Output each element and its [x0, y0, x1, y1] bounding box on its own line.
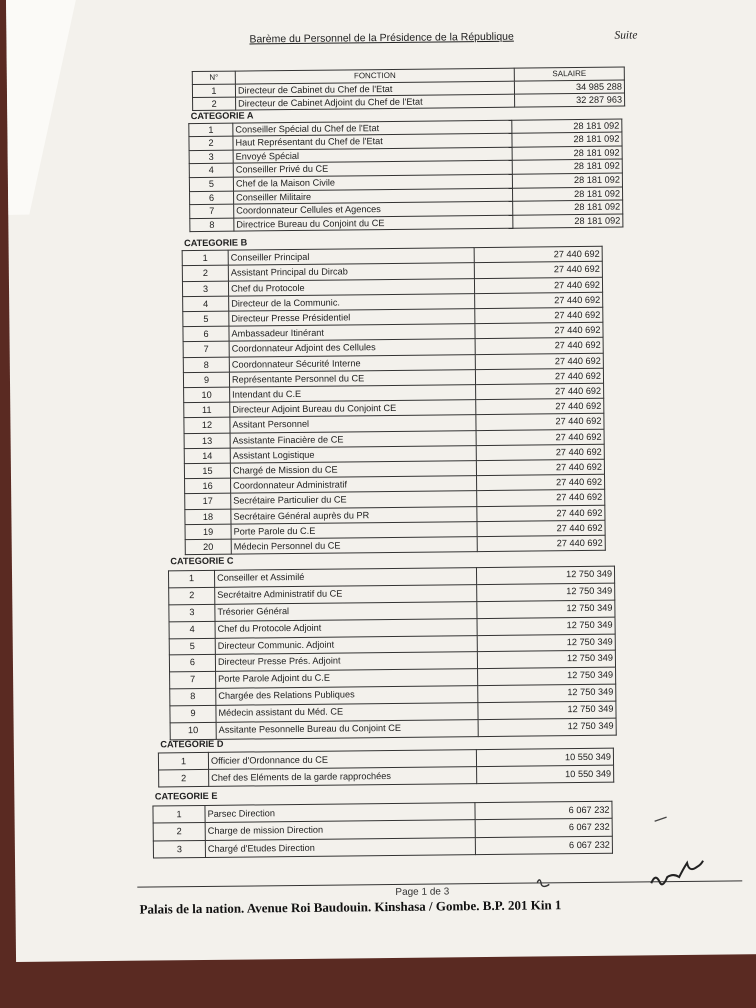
row-number: 4 — [183, 296, 229, 312]
handwritten-initials-mark — [651, 861, 703, 885]
row-fonction: Directeur Communic. Adjoint — [215, 635, 477, 655]
row-number: 4 — [169, 621, 215, 638]
row-salaire: 28 181 092 — [512, 146, 622, 161]
row-salaire: 10 550 349 — [476, 748, 613, 766]
row-number: 1 — [153, 805, 205, 823]
row-salaire: 27 440 692 — [475, 353, 603, 370]
row-number: 8 — [183, 357, 229, 373]
category-label: CATEGORIE A — [190, 110, 254, 122]
row-salaire: 27 440 692 — [476, 444, 604, 461]
row-salaire: 6 067 232 — [475, 818, 612, 837]
row-fonction: Intendant du C.E — [230, 385, 476, 403]
category-label: CATEGORIE C — [170, 555, 234, 567]
row-fonction: Conseiller Militaire — [234, 188, 513, 205]
row-fonction: Secrétaitre Administratif du CE — [215, 584, 477, 604]
row-salaire: 27 440 692 — [477, 520, 605, 537]
row-number: 2 — [169, 587, 215, 604]
row-fonction: Chef des Eléments de la garde rapprochées — [209, 767, 477, 787]
row-salaire: 28 181 092 — [512, 119, 622, 134]
row-fonction: Directeur de Cabinet Adjoint du Chef de l'Etat — [236, 94, 515, 110]
row-number: 1 — [192, 84, 235, 97]
row-salaire: 27 440 692 — [475, 292, 603, 309]
row-salaire: 27 440 692 — [476, 459, 604, 476]
row-fonction: Médecin Personnel du CE — [231, 537, 477, 555]
row-salaire: 12 750 349 — [477, 634, 615, 652]
document-page — [6, 0, 756, 962]
row-fonction: Directeur Adjoint Bureau du Conjoint CE — [230, 400, 476, 418]
row-fonction: Directeur Presse Présidentiel — [229, 309, 475, 327]
row-salaire: 27 440 692 — [475, 322, 603, 339]
row-salaire: 12 750 349 — [477, 583, 615, 601]
row-salaire: 27 440 692 — [474, 277, 602, 294]
handwritten-marks — [6, 0, 756, 962]
row-fonction: Ambassadeur Itinérant — [229, 324, 475, 342]
row-fonction: Assitante Pesonnelle Bureau du Conjoint CE — [216, 720, 478, 740]
row-number: 6 — [190, 191, 234, 205]
row-fonction: Assistante Finacière de CE — [230, 430, 476, 448]
row-number: 4 — [189, 164, 233, 178]
row-salaire: 32 287 963 — [515, 93, 625, 107]
row-fonction: Représentante Personnel du CE — [229, 369, 475, 387]
category-label: CATEGORIE B — [184, 237, 248, 249]
row-number: 2 — [153, 822, 205, 840]
row-fonction: Assistant Principal du Dircab — [228, 263, 474, 281]
row-fonction: Directeur de Cabinet du Chef de l'Etat — [235, 81, 514, 97]
row-fonction: Conseiller Privé du CE — [233, 161, 512, 178]
row-salaire: 27 440 692 — [477, 475, 605, 492]
category-label: CATEGORIE E — [154, 790, 218, 802]
row-salaire: 27 440 692 — [476, 398, 604, 415]
row-salaire: 27 440 692 — [476, 414, 604, 431]
row-number: 19 — [185, 524, 231, 540]
row-fonction: Haut Représentant du Chef de l'Etat — [233, 133, 512, 150]
row-number: 6 — [169, 655, 215, 672]
row-fonction: Porte Parole Adjoint du C.E — [216, 669, 478, 689]
row-salaire: 27 440 692 — [475, 338, 603, 355]
row-fonction: Coordonnateur Adjoint des Cellules — [229, 339, 475, 357]
row-fonction: Trésorier Général — [215, 601, 477, 621]
pen-tick-mark — [537, 880, 549, 887]
row-fonction: Envoyé Spécial — [233, 147, 512, 164]
row-salaire: 27 440 692 — [477, 535, 605, 552]
row-salaire: 12 750 349 — [478, 718, 616, 736]
row-fonction: Charge de mission Direction — [205, 820, 475, 840]
row-number: 2 — [159, 769, 209, 787]
row-number: 13 — [184, 433, 230, 449]
row-number: 5 — [189, 177, 233, 191]
page-number: Page 1 de 3 — [395, 886, 450, 898]
footer-address: Palais de la nation. Avenue Roi Baudouin. Kinshasa / Gombe. B.P. 201 Kin 1 — [139, 897, 562, 917]
row-fonction: Secrétaire Particulier du CE — [231, 491, 477, 509]
row-number: 1 — [182, 250, 228, 266]
row-fonction: Coordonnateur Sécurité Interne — [229, 354, 475, 372]
row-number: 14 — [184, 448, 230, 464]
row-fonction: Chargée des Relations Publiques — [216, 686, 478, 706]
row-salaire: 27 440 692 — [474, 262, 602, 279]
row-number: 2 — [182, 266, 228, 282]
row-salaire: 12 750 349 — [478, 667, 616, 685]
row-fonction: Chef de la Maison Civile — [233, 174, 512, 191]
row-number: 20 — [185, 539, 231, 555]
row-salaire: 12 750 349 — [477, 600, 615, 618]
pen-dash-mark — [655, 817, 667, 821]
row-number: 8 — [170, 689, 216, 706]
row-salaire: 27 440 692 — [474, 246, 602, 263]
row-fonction: Coordonnateur Administratif — [231, 476, 477, 494]
row-fonction: Conseiller Spécial du Chef de l'Etat — [233, 120, 512, 137]
row-salaire: 12 750 349 — [477, 617, 615, 635]
suite-label: Suite — [614, 29, 638, 42]
row-salaire: 34 985 288 — [514, 80, 624, 94]
row-number: 1 — [189, 123, 233, 137]
row-number: 16 — [185, 478, 231, 494]
row-salaire: 28 181 092 — [512, 173, 622, 188]
row-fonction: Chargé de Mission du CE — [230, 461, 476, 479]
row-fonction: Chef du Protocole — [228, 278, 474, 296]
row-salaire: 28 181 092 — [512, 187, 622, 202]
row-fonction: Assitant Personnel — [230, 415, 476, 433]
row-salaire: 28 181 092 — [512, 132, 622, 147]
row-number: 15 — [184, 463, 230, 479]
row-number: 10 — [170, 722, 216, 739]
row-salaire: 6 067 232 — [475, 836, 612, 855]
row-fonction: Conseiller et Assimilé — [214, 568, 476, 588]
row-number: 18 — [185, 509, 231, 525]
row-number: 3 — [169, 604, 215, 621]
row-salaire: 12 750 349 — [476, 566, 614, 584]
row-salaire: 27 440 692 — [477, 505, 605, 522]
row-salaire: 12 750 349 — [478, 684, 616, 702]
row-salaire: 28 181 092 — [512, 159, 622, 174]
row-number: 1 — [158, 752, 208, 770]
row-salaire: 27 440 692 — [477, 490, 605, 507]
column-header-no: N° — [192, 71, 235, 84]
row-salaire: 6 067 232 — [475, 801, 612, 820]
row-fonction: Conseiller Principal — [228, 248, 474, 266]
row-salaire: 12 750 349 — [478, 701, 616, 719]
row-fonction: Chef du Protocole Adjoint — [215, 618, 477, 638]
row-fonction: Directrice Bureau du Conjoint du CE — [234, 215, 513, 232]
column-header-salaire: SALAIRE — [514, 67, 624, 81]
row-number: 7 — [170, 672, 216, 689]
row-number: 5 — [183, 311, 229, 327]
row-fonction: Directeur Presse Prés. Adjoint — [215, 652, 477, 672]
row-salaire: 28 181 092 — [513, 200, 623, 215]
row-number: 2 — [193, 97, 236, 110]
row-number: 3 — [189, 150, 233, 164]
row-number: 2 — [189, 136, 233, 150]
row-number: 10 — [184, 387, 230, 403]
row-number: 3 — [182, 281, 228, 297]
row-salaire: 27 440 692 — [475, 368, 603, 385]
row-salaire: 27 440 692 — [476, 383, 604, 400]
row-number: 7 — [190, 204, 234, 218]
row-salaire: 27 440 692 — [476, 429, 604, 446]
row-number: 1 — [168, 570, 214, 587]
row-salaire: 28 181 092 — [513, 214, 623, 229]
column-header-fonction: FONCTION — [235, 68, 514, 84]
row-number: 9 — [183, 372, 229, 388]
row-fonction: Secrétaire Général auprès du PR — [231, 506, 477, 524]
row-fonction: Coordonnateur Cellules et Agences — [234, 201, 513, 218]
document-title: Barème du Personnel de la Présidence de la République — [249, 30, 514, 46]
row-number: 6 — [183, 326, 229, 342]
row-number: 17 — [185, 494, 231, 510]
row-salaire: 27 440 692 — [475, 307, 603, 324]
row-fonction: Chargé d'Etudes Direction — [205, 837, 475, 857]
row-number: 8 — [190, 218, 234, 232]
row-fonction: Médecin assistant du Méd. CE — [216, 703, 478, 723]
row-number: 7 — [183, 342, 229, 358]
row-salaire: 10 550 349 — [477, 765, 614, 783]
row-fonction: Directeur de la Communic. — [229, 293, 475, 311]
row-salaire: 12 750 349 — [477, 651, 615, 669]
row-fonction: Porte Parole du C.E — [231, 521, 477, 539]
row-number: 3 — [153, 840, 205, 858]
row-fonction: Officier d'Ordonnance du CE — [208, 750, 476, 770]
row-number: 5 — [169, 638, 215, 655]
row-number: 12 — [184, 418, 230, 434]
row-fonction: Assistant Logistique — [230, 445, 476, 463]
row-number: 9 — [170, 705, 216, 722]
category-label: CATEGORIE D — [160, 738, 224, 750]
row-number: 11 — [184, 402, 230, 418]
row-fonction: Parsec Direction — [205, 802, 475, 822]
